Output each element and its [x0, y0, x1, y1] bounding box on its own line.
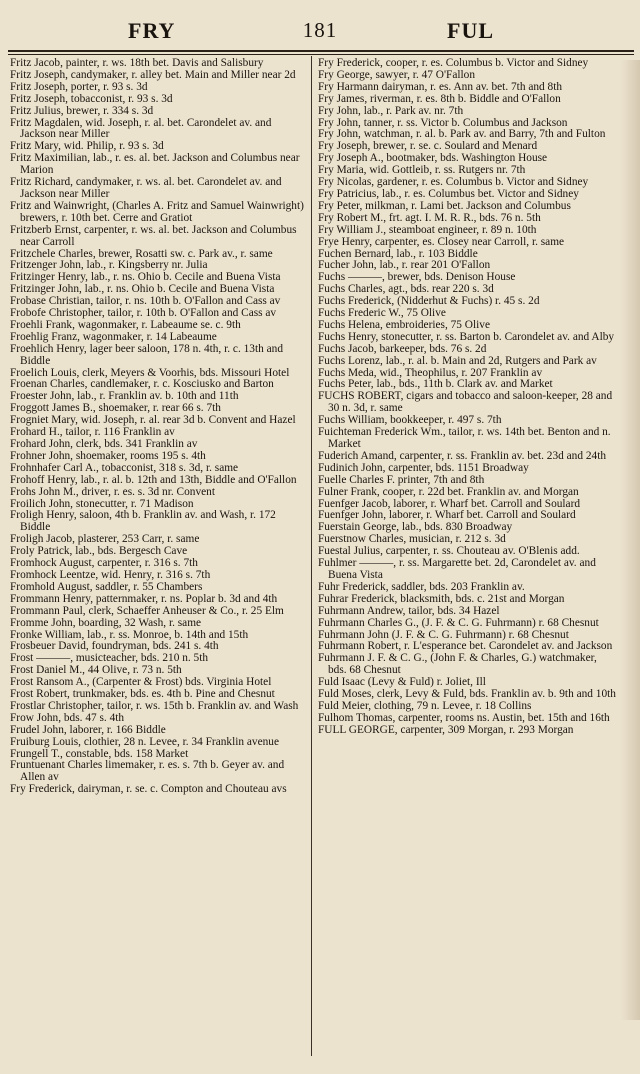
directory-entry: Fuhlmer ———, r. ss. Margarette bet. 2d, Carondelet av. and Buena Vista — [318, 557, 596, 581]
directory-entry: Fuchs Peter, lab., bds., 11th b. Clark av. and Market — [318, 378, 553, 391]
directory-entry: Froehlig Franz, wagonmaker, r. 14 Labeaume — [10, 330, 217, 343]
page-header — [0, 18, 640, 48]
directory-entry: Fuhr Frederick, saddler, bds. 203 Franklin av. — [318, 580, 525, 593]
directory-entry: Froenan Charles, candlemaker, r. c. Kosciusko and Barton — [10, 378, 274, 391]
directory-entry: Fromhock Leentze, wid. Henry, r. 316 s. 7th — [10, 568, 211, 581]
directory-entry: Frohnhafer Carl A., tobacconist, 318 s. 3d, r. same — [10, 461, 239, 474]
directory-entry: Fulner Frank, cooper, r. 22d bet. Franklin av. and Morgan — [318, 485, 579, 498]
directory-entry: Fritzenger John, lab., r. Kingsberry nr. Julia — [10, 259, 208, 272]
directory-entry: Fry Robert M., frt. agt. I. M. R. R., bds. 76 n. 5th — [318, 211, 541, 224]
directory-entry: Frost Robert, trunkmaker, bds. es. 4th b. Pine and Chesnut — [10, 688, 275, 701]
directory-entry: Fuenfger John, laborer, r. Wharf bet. Carroll and Soulard — [318, 509, 576, 522]
directory-entry: Fry Patricius, lab., r. es. Columbus bet. Victor and Sidney — [318, 187, 579, 200]
directory-entry: Frohs John M., driver, r. es. s. 3d nr. Convent — [10, 485, 215, 498]
directory-entry: Fry Peter, milkman, r. Lami bet. Jackson and Columbus — [318, 199, 571, 212]
directory-entry: Fuhrmann Charles G., (J. F. & C. G. Fuhrmann) r. 68 Chesnut — [318, 616, 599, 629]
directory-entry: Fuestal Julius, carpenter, r. ss. Chouteau av. O'Blenis add. — [318, 545, 580, 558]
directory-entry: Fry John, watchman, r. al. b. Park av. and Barry, 7th and Fulton — [318, 128, 606, 141]
directory-entry: Fritz and Wainwright, (Charles A. Fritz and Samuel Wainwright) brewers, r. 10th bet. Cerre and Gratiot — [10, 199, 304, 224]
directory-entry: Fuchs Helena, embroideries, 75 Olive — [318, 318, 491, 331]
directory-entry: Fuelle Charles F. printer, 7th and 8th — [318, 473, 485, 486]
directory-entry: Froligh Henry, saloon, 4th b. Franklin av. and Wash, r. 172 Biddle — [10, 509, 276, 534]
directory-entry: Fuichteman Frederick Wm., tailor, r. ws. 14th bet. Benton and n. Market — [318, 426, 611, 450]
directory-entry: Frost Daniel M., 44 Olive, r. 73 n. 5th — [10, 664, 182, 677]
directory-entry: Fuchs Charles, agt., bds. rear 220 s. 3d — [318, 283, 494, 296]
directory-entry: Frommann Henry, patternmaker, r. ns. Poplar b. 3d and 4th — [10, 592, 278, 605]
directory-entry: Fritz Julius, brewer, r. 334 s. 3d — [10, 104, 154, 117]
directory-entry: Fudinich John, carpenter, bds. 1151 Broadway — [318, 461, 529, 474]
directory-entry: Fuchs Frederick, (Nidderhut & Fuchs) r. 45 s. 2d — [318, 295, 540, 308]
directory-entry: Fuchs ———, brewer, bds. Denison House — [318, 271, 516, 284]
directory-entry: Fritzberb Ernst, carpenter, r. ws. al. bet. Jackson and Columbus near Carroll — [10, 223, 297, 248]
directory-entry: Fromhold August, saddler, r. 55 Chambers — [10, 580, 203, 593]
directory-entry: Fry Maria, wid. Gottleib, r. ss. Rutgers nr. 7th — [318, 164, 526, 177]
directory-entry: Fritz Maximilian, lab., r. es. al. bet. Jackson and Columbus near Marion — [10, 152, 300, 177]
directory-entry: FULL GEORGE, carpenter, 309 Morgan, r. 293 Morgan — [318, 723, 574, 736]
directory-entry: Fry Frederick, cooper, r. es. Columbus b. Victor and Sidney — [318, 57, 589, 69]
directory-entry: Froehli Frank, wagonmaker, r. Labeaume se. c. 9th — [10, 318, 241, 331]
column-divider — [311, 56, 312, 1056]
directory-entry: Fritz Joseph, tobacconist, r. 93 s. 3d — [10, 92, 173, 105]
directory-entry: Fuchs Henry, stonecutter, r. ss. Barton b. Carondelet av. and Alby — [318, 330, 615, 343]
directory-entry: Fruntuenant Charles limemaker, r. es. s. 7th b. Geyer av. and Allen av — [10, 759, 285, 784]
left-column — [10, 58, 306, 796]
directory-entry: Fry John, lab., r. Park av. nr. 7th — [318, 104, 464, 117]
header-left-word: FRY — [128, 18, 176, 43]
directory-entry: Fritz Magdalen, wid. Joseph, r. al. bet. Carondelet av. and Jackson near Miller — [10, 116, 272, 141]
directory-entry: Frohard John, clerk, bds. 341 Franklin av — [10, 438, 198, 450]
directory-entry: Fuhrmann John (J. F. & C. G. Fuhrmann) r. 68 Chesnut — [318, 628, 569, 641]
directory-entry: Fuhrmann Robert, r. L'esperance bet. Carondelet av. and Jackson — [318, 640, 613, 653]
header-rule-thin — [8, 54, 634, 55]
directory-entry: FUCHS ROBERT, cigars and tobacco and saloon-keeper, 28 and 30 n. 3d, r. same — [318, 390, 613, 415]
directory-entry: Fry James, riverman, r. es. 8th b. Biddle and O'Fallon — [318, 92, 561, 105]
directory-entry: Frobase Christian, tailor, r. ns. 10th b. O'Fallon and Cass av — [10, 295, 281, 308]
directory-entry: Fuchen Bernard, lab., r. 103 Biddle — [318, 247, 478, 260]
directory-entry: Fry Joseph, brewer, r. se. c. Soulard and Menard — [318, 140, 538, 153]
directory-entry: Fritz Richard, candymaker, r. ws. al. bet. Carondelet av. and Jackson near Miller — [10, 176, 282, 200]
directory-entry: Fuerstain George, lab., bds. 830 Broadway — [318, 521, 513, 534]
directory-entry: Frosbeuer David, foundryman, bds. 241 s. 4th — [10, 640, 219, 653]
page-edge-shadow — [620, 60, 640, 1020]
directory-entry: Fuderich Amand, carpenter, r. ss. Franklin av. bet. 23d and 24th — [318, 449, 607, 462]
directory-entry: Fromhock August, carpenter, r. 316 s. 7th — [10, 557, 198, 570]
directory-entry: Frobofe Christopher, tailor, r. 10th b. O'Fallon and Cass av — [10, 307, 277, 320]
directory-entry: Fry Nicolas, gardener, r. es. Columbus b. Victor and Sidney — [318, 176, 589, 189]
directory-entry: Fulhom Thomas, carpenter, rooms ns. Austin, bet. 15th and 16th — [318, 711, 610, 724]
directory-entry: Fuld Meier, clothing, 79 n. Levee, r. 18 Collins — [318, 699, 532, 712]
directory-entry: Fry Joseph A., bootmaker, bds. Washington House — [318, 152, 548, 165]
directory-entry: Fritz Mary, wid. Philip, r. 93 s. 3d — [10, 140, 164, 153]
right-column — [318, 58, 618, 737]
directory-entry: Fritz Jacob, painter, r. ws. 18th bet. Davis and Salisbury — [10, 57, 264, 69]
directory-entry: Fuhrmann Andrew, tailor, bds. 34 Hazel — [318, 604, 500, 617]
directory-entry: Froilich John, stonecutter, r. 71 Madison — [10, 497, 194, 510]
directory-entry: Fronke William, lab., r. ss. Monroe, b. 14th and 15th — [10, 628, 249, 641]
directory-entry: Froehlich Henry, lager beer saloon, 178 n. 4th, r. c. 13th and Biddle — [10, 342, 284, 367]
directory-entry: Fuhrmann J. F. & C. G., (John F. & Charles, G.) watchmaker, bds. 68 Chesnut — [318, 652, 597, 677]
directory-entry: Frow John, bds. 47 s. 4th — [10, 711, 125, 724]
directory-entry: Froester John, lab., r. Franklin av. b. 10th and 11th — [10, 390, 239, 403]
directory-entry: Fritzinger John, lab., r. ns. Ohio b. Cecile and Buena Vista — [10, 283, 275, 296]
directory-entry: Fry William J., steamboat engineer, r. 89 n. 10th — [318, 223, 537, 236]
directory-entry: Frohner John, shoemaker, rooms 195 s. 4th — [10, 449, 206, 462]
header-rule — [8, 50, 634, 52]
directory-entry: Fritzinger Henry, lab., r. ns. Ohio b. Cecile and Buena Vista — [10, 271, 281, 284]
directory-entry: Froelich Louis, clerk, Meyers & Voorhis, bds. Missouri Hotel — [10, 366, 290, 379]
directory-entry: Froly Patrick, lab., bds. Bergesch Cave — [10, 545, 188, 558]
directory-entry: Fry John, tanner, r. ss. Victor b. Columbus and Jackson — [318, 116, 568, 129]
directory-entry: Froggott James B., shoemaker, r. rear 66 s. 7th — [10, 402, 221, 415]
directory-entry: Frost ———, musicteacher, bds. 210 n. 5th — [10, 652, 209, 665]
directory-entry: Fuld Moses, clerk, Levy & Fuld, bds. Franklin av. b. 9th and 10th — [318, 688, 616, 701]
directory-entry: Fuchs Lorenz, lab., r. al. b. Main and 2d, Rutgers and Park av — [318, 354, 597, 367]
directory-entry: Fritzchele Charles, brewer, Rosatti sw. c. Park av., r. same — [10, 247, 273, 260]
directory-entry: Fuchs Meda, wid., Theophilus, r. 207 Franklin av — [318, 366, 543, 379]
directory-entry: Fromme John, boarding, 32 Wash, r. same — [10, 616, 202, 629]
directory-entry: Frye Henry, carpenter, es. Closey near Carroll, r. same — [318, 235, 565, 248]
directory-entry: Frohard H., tailor, r. 116 Franklin av — [10, 426, 175, 439]
directory-entry: Frohoff Henry, lab., r. al. b. 12th and 13th, Biddle and O'Fallon — [10, 473, 297, 486]
directory-entry: Froligh Jacob, plasterer, 253 Carr, r. same — [10, 533, 200, 546]
directory-entry: Fuchs Jacob, barkeeper, bds. 76 s. 2d — [318, 342, 487, 355]
directory-entry: Fuld Isaac (Levy & Fuld) r. Joliet, Ill — [318, 676, 486, 689]
directory-entry: Frommann Paul, clerk, Schaeffer Anheuser & Co., r. 25 Elm — [10, 604, 284, 617]
directory-entry: Frost Ransom A., (Carpenter & Frost) bds. Virginia Hotel — [10, 676, 272, 689]
directory-entry: Fry Harmann dairyman, r. es. Ann av. bet. 7th and 8th — [318, 80, 563, 93]
directory-entry: Fucher John, lab., r. rear 201 O'Fallon — [318, 259, 491, 272]
directory-entry: Frostlar Christopher, tailor, r. ws. 15th b. Franklin av. and Wash — [10, 699, 299, 712]
directory-entry: Fuhrar Frederick, blacksmith, bds. c. 21st and Morgan — [318, 592, 565, 605]
directory-entry: Fritz Joseph, porter, r. 93 s. 3d — [10, 80, 148, 93]
header-right-word: FUL — [447, 18, 494, 43]
directory-entry: Fry George, sawyer, r. 47 O'Fallon — [318, 68, 476, 81]
directory-entry: Frudel John, laborer, r. 166 Biddle — [10, 723, 166, 736]
directory-entry: Fuchs William, bookkeeper, r. 497 s. 7th — [318, 414, 502, 427]
directory-entry: Fry Frederick, dairyman, r. se. c. Compton and Chouteau avs — [10, 783, 287, 796]
directory-entry: Fruiburg Louis, clothier, 28 n. Levee, r. 34 Franklin avenue — [10, 735, 280, 748]
directory-entry: Frungell T., constable, bds. 158 Market — [10, 747, 189, 760]
directory-entry: Frogniet Mary, wid. Joseph, r. al. rear 3d b. Convent and Hazel — [10, 414, 296, 427]
page-number: 181 — [302, 18, 338, 42]
directory-entry: Fuenfger Jacob, laborer, r. Wharf bet. Carroll and Soulard — [318, 497, 581, 510]
directory-entry: Fritz Joseph, candymaker, r. alley bet. Main and Miller near 2d — [10, 68, 296, 81]
directory-entry: Fuchs Frederic W., 75 Olive — [318, 307, 446, 320]
directory-entry: Fuerstnow Charles, musician, r. 212 s. 3d — [318, 533, 506, 546]
